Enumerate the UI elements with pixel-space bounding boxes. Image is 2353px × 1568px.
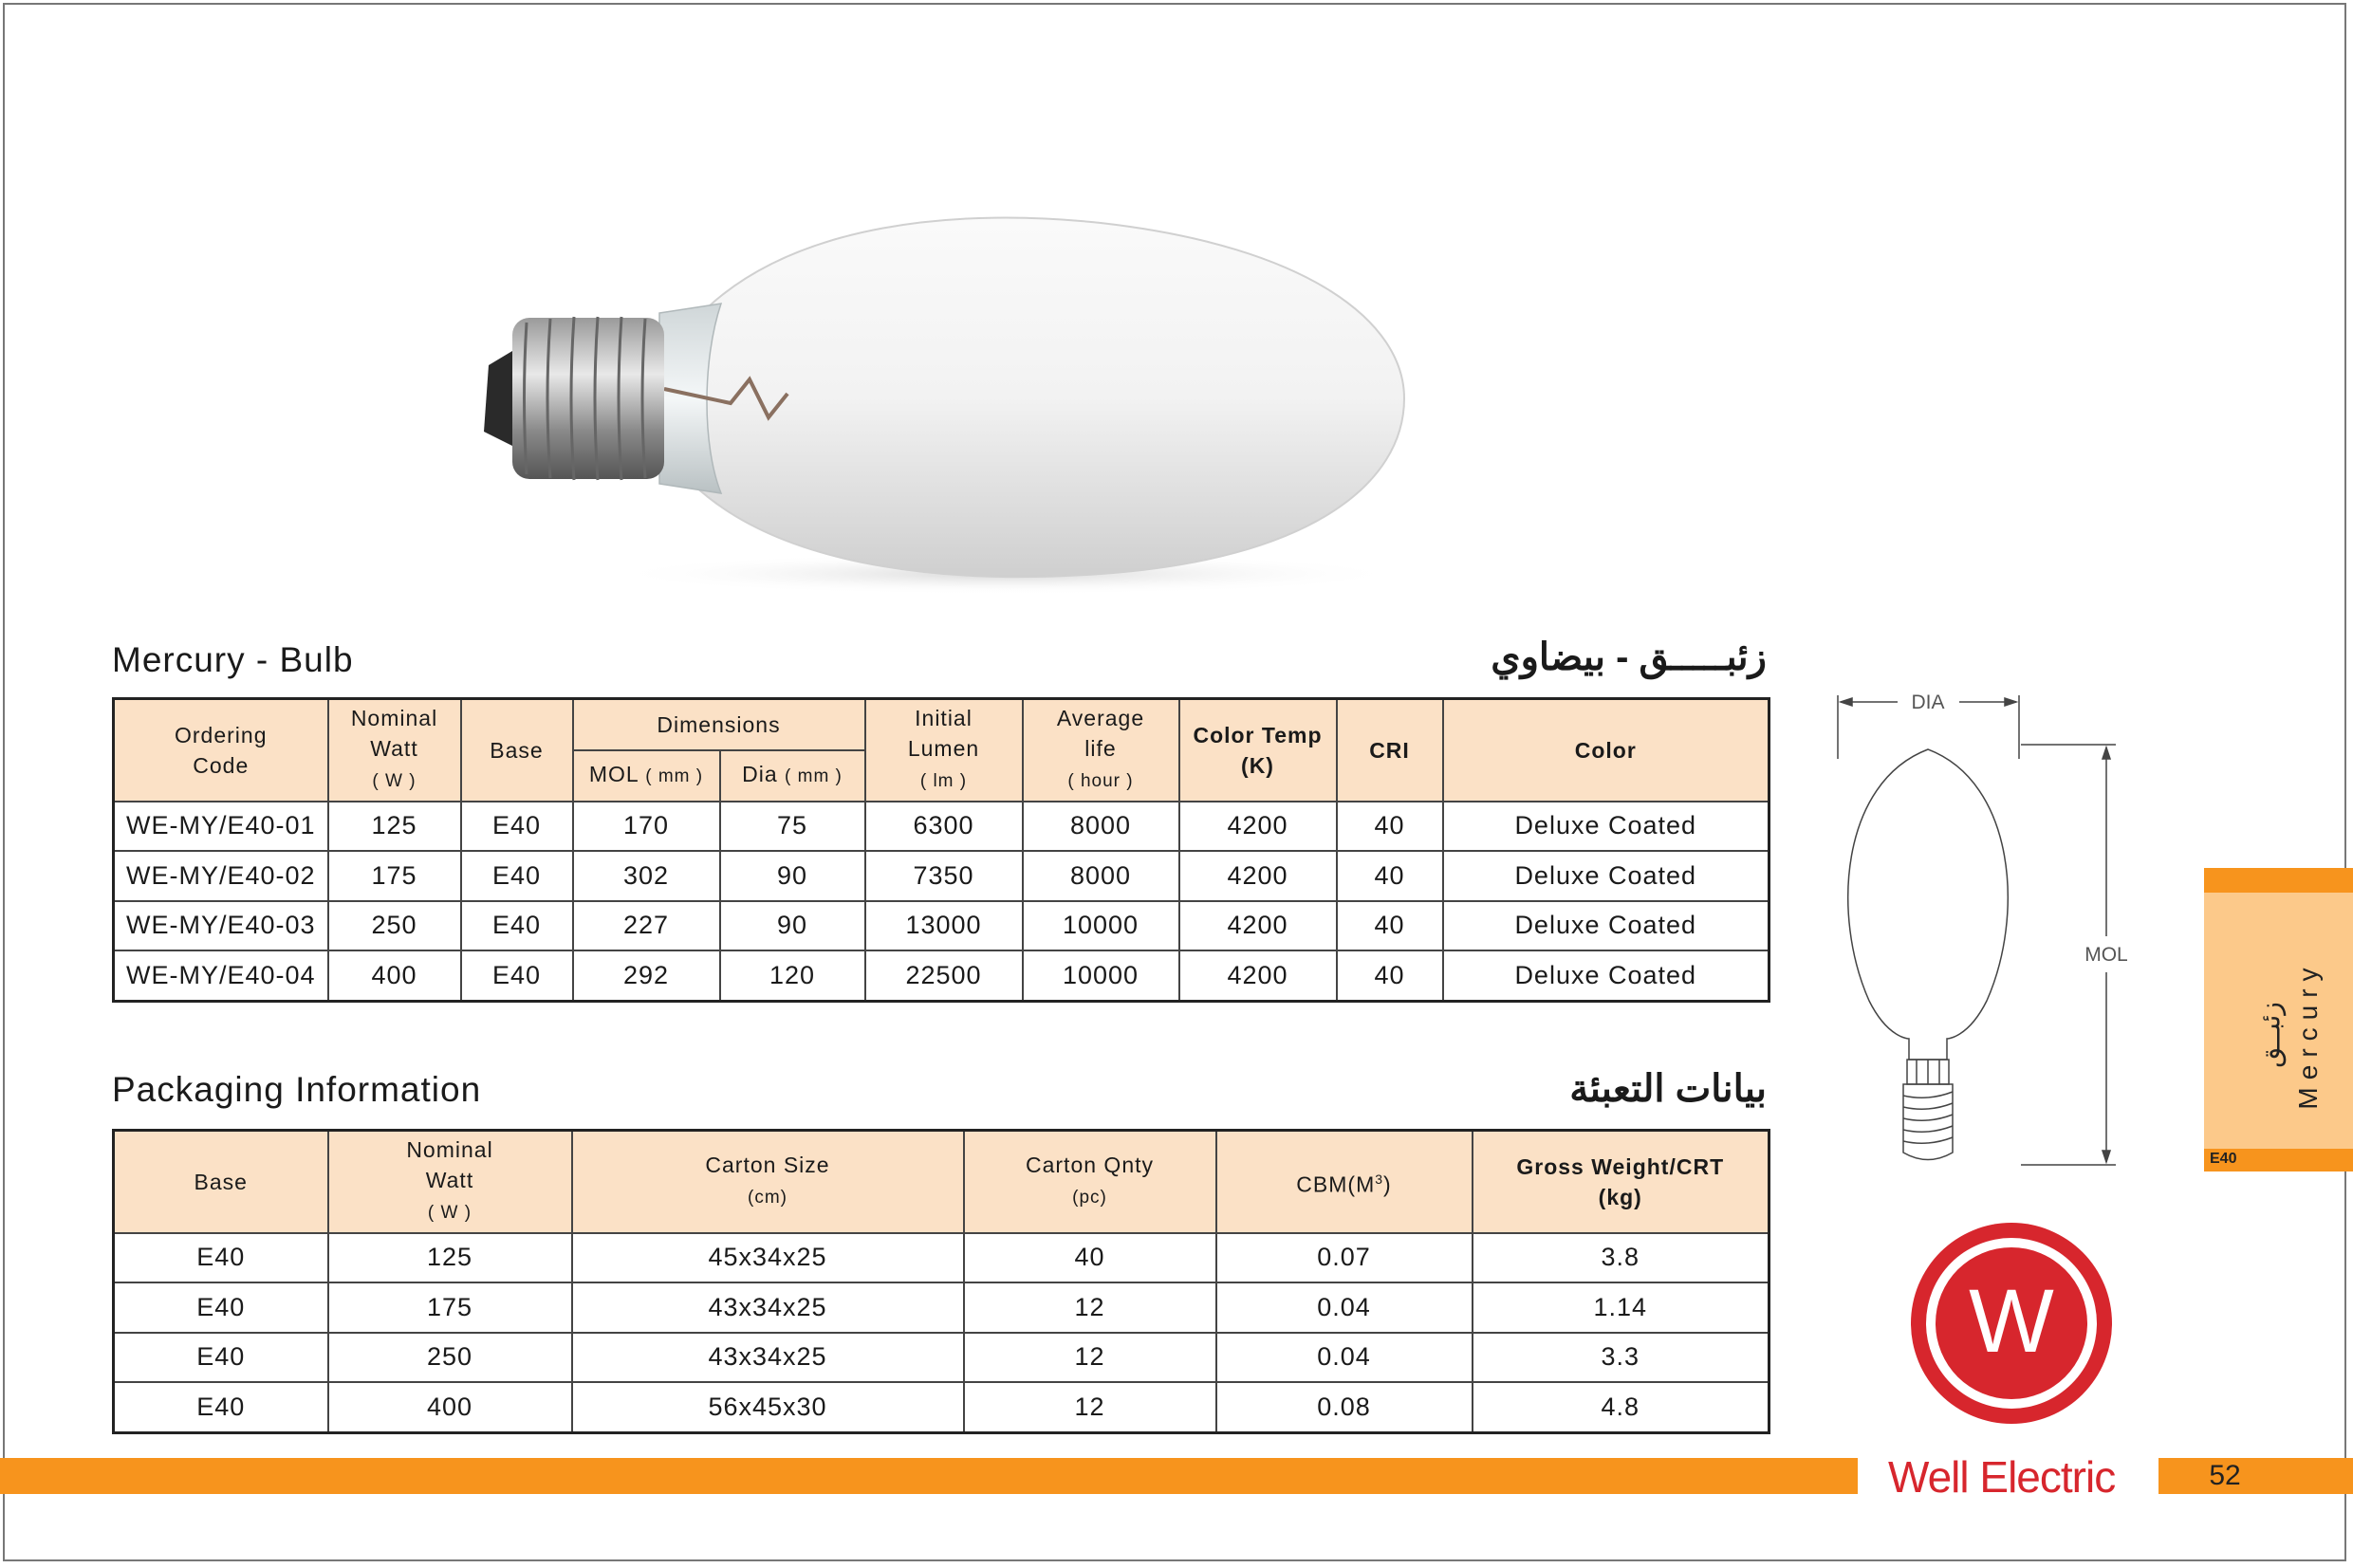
cell-mol: 292 xyxy=(573,950,720,1001)
bulb-dimension-diagram xyxy=(1803,678,2135,1171)
mercury-bulb-photo xyxy=(474,199,1423,598)
cell-lumen: 7350 xyxy=(865,851,1023,901)
header-carton-qnty-label: Carton Qnty xyxy=(1026,1153,1154,1178)
cell-weight: 3.8 xyxy=(1473,1233,1769,1283)
cell-base: E40 xyxy=(114,1382,328,1432)
side-tab-code: E40 xyxy=(2210,1151,2237,1167)
side-tab-label-ar: زئبــق xyxy=(2255,1002,2286,1068)
cell-code: WE-MY/E40-04 xyxy=(114,950,328,1001)
cell-cri: 40 xyxy=(1337,950,1443,1001)
header-cbm-close: ) xyxy=(1383,1171,1392,1197)
cell-life: 8000 xyxy=(1023,802,1179,852)
cell-cbm: 0.07 xyxy=(1216,1233,1473,1283)
cell-life: 10000 xyxy=(1023,950,1179,1001)
cell-watt: 250 xyxy=(328,1333,572,1383)
table-row xyxy=(114,1333,1769,1383)
cell-color: Deluxe Coated xyxy=(1443,851,1769,901)
header-cbm-sup: 3 xyxy=(1375,1171,1384,1187)
header-pack-nominal-watt xyxy=(328,1131,572,1233)
header-carton-qnty xyxy=(964,1131,1216,1233)
cell-color: Deluxe Coated xyxy=(1443,802,1769,852)
cell-lumen: 13000 xyxy=(865,901,1023,951)
cell-size: 45x34x25 xyxy=(572,1233,964,1283)
header-color-temp xyxy=(1179,699,1337,802)
header-color-temp-unit: (K) xyxy=(1241,752,1274,778)
cell-watt: 175 xyxy=(328,851,461,901)
side-tab-body xyxy=(2204,893,2353,1149)
page-number: 52 xyxy=(2209,1460,2241,1491)
cell-watt: 175 xyxy=(328,1282,572,1333)
cell-cri: 40 xyxy=(1337,851,1443,901)
header-cbm xyxy=(1216,1131,1473,1233)
header-carton-size-label: Carton Size xyxy=(705,1153,830,1178)
header-mol xyxy=(573,750,720,802)
cell-watt: 400 xyxy=(328,950,461,1001)
footer-bar-left xyxy=(0,1458,1858,1494)
header-pack-base: Base xyxy=(114,1131,328,1233)
header-mol-unit: ( mm ) xyxy=(645,766,704,786)
header-dia-label: Dia xyxy=(742,762,778,786)
side-category-tab xyxy=(2204,868,2353,1181)
header-dia xyxy=(720,750,865,802)
cell-temp: 4200 xyxy=(1179,851,1337,901)
cell-lumen: 22500 xyxy=(865,950,1023,1001)
cell-size: 56x45x30 xyxy=(572,1382,964,1432)
header-cri: CRI xyxy=(1337,699,1443,802)
header-color-temp-label: Color Temp xyxy=(1193,722,1323,747)
cell-size: 43x34x25 xyxy=(572,1333,964,1383)
dia-label: DIA xyxy=(1911,692,1945,713)
logo-letter: W xyxy=(1969,1271,2054,1372)
cell-base: E40 xyxy=(461,851,573,901)
mol-label: MOL xyxy=(2084,944,2128,966)
header-average-life-label: Average life xyxy=(1056,706,1145,762)
header-initial-lumen xyxy=(865,699,1023,802)
cell-base: E40 xyxy=(461,901,573,951)
cell-temp: 4200 xyxy=(1179,950,1337,1001)
header-mol-label: MOL xyxy=(588,762,639,786)
cell-cbm: 0.04 xyxy=(1216,1333,1473,1383)
cell-qnty: 12 xyxy=(964,1333,1216,1383)
header-carton-size-unit: (cm) xyxy=(748,1188,787,1208)
well-electric-logo-icon xyxy=(1907,1219,2116,1428)
header-nominal-watt xyxy=(328,699,461,802)
cell-lumen: 6300 xyxy=(865,802,1023,852)
cell-mol: 302 xyxy=(573,851,720,901)
cell-qnty: 40 xyxy=(964,1233,1216,1283)
header-pack-nominal-watt-label: Nominal Watt xyxy=(406,1137,493,1193)
header-gross-weight xyxy=(1473,1131,1769,1233)
cell-base: E40 xyxy=(114,1333,328,1383)
cell-dia: 75 xyxy=(720,802,865,852)
table-row xyxy=(114,1282,1769,1333)
cell-base: E40 xyxy=(114,1233,328,1283)
cell-color: Deluxe Coated xyxy=(1443,901,1769,951)
header-carton-size xyxy=(572,1131,964,1233)
header-average-life-unit: ( hour ) xyxy=(1067,771,1134,792)
brand-name: Well Electric xyxy=(1888,1452,2116,1502)
cell-temp: 4200 xyxy=(1179,901,1337,951)
header-gross-weight-unit: (kg) xyxy=(1598,1184,1642,1209)
cell-watt: 400 xyxy=(328,1382,572,1432)
header-dimensions: Dimensions xyxy=(573,699,865,750)
cell-mol: 170 xyxy=(573,802,720,852)
cell-watt: 125 xyxy=(328,802,461,852)
header-pack-nominal-watt-unit: ( W ) xyxy=(427,1203,472,1224)
table-row xyxy=(114,1233,1769,1283)
mercury-bulb-title-ar: زئبـــــق - بيضاوي xyxy=(1491,636,1767,678)
cell-cbm: 0.08 xyxy=(1216,1382,1473,1432)
cell-dia: 90 xyxy=(720,901,865,951)
header-cbm-label: CBM(M xyxy=(1296,1171,1376,1197)
mercury-bulb-title: Mercury - Bulb xyxy=(112,640,354,679)
side-tab-top-band xyxy=(2204,868,2353,893)
packaging-info-title-ar: بيانات التعبئة xyxy=(1569,1068,1767,1110)
header-average-life xyxy=(1023,699,1179,802)
table-row xyxy=(114,950,1769,1001)
cell-qnty: 12 xyxy=(964,1282,1216,1333)
cell-base: E40 xyxy=(461,950,573,1001)
header-ordering-code: Ordering Code xyxy=(114,699,328,802)
cell-cri: 40 xyxy=(1337,802,1443,852)
header-base: Base xyxy=(461,699,573,802)
cell-weight: 4.8 xyxy=(1473,1382,1769,1432)
packaging-info-title: Packaging Information xyxy=(112,1070,482,1109)
cell-dia: 90 xyxy=(720,851,865,901)
table-row xyxy=(114,802,1769,852)
header-dia-unit: ( mm ) xyxy=(785,766,843,786)
cell-cbm: 0.04 xyxy=(1216,1282,1473,1333)
cell-temp: 4200 xyxy=(1179,802,1337,852)
packaging-table xyxy=(112,1129,1770,1434)
table-row xyxy=(114,1382,1769,1432)
cell-life: 10000 xyxy=(1023,901,1179,951)
header-initial-lumen-unit: ( lm ) xyxy=(919,771,968,792)
table-row xyxy=(114,901,1769,951)
table-row xyxy=(114,851,1769,901)
header-color: Color xyxy=(1443,699,1769,802)
cell-code: WE-MY/E40-02 xyxy=(114,851,328,901)
cell-size: 43x34x25 xyxy=(572,1282,964,1333)
cell-weight: 1.14 xyxy=(1473,1282,1769,1333)
cell-base: E40 xyxy=(461,802,573,852)
cell-code: WE-MY/E40-03 xyxy=(114,901,328,951)
header-nominal-watt-unit: ( W ) xyxy=(372,771,417,792)
cell-watt: 250 xyxy=(328,901,461,951)
cell-mol: 227 xyxy=(573,901,720,951)
cell-cri: 40 xyxy=(1337,901,1443,951)
header-nominal-watt-label: Nominal Watt xyxy=(350,706,438,762)
side-tab-label: Mercury xyxy=(2293,960,2323,1110)
cell-weight: 3.3 xyxy=(1473,1333,1769,1383)
cell-base: E40 xyxy=(114,1282,328,1333)
cell-life: 8000 xyxy=(1023,851,1179,901)
cell-code: WE-MY/E40-01 xyxy=(114,802,328,852)
cell-watt: 125 xyxy=(328,1233,572,1283)
spec-table xyxy=(112,697,1770,1003)
cell-qnty: 12 xyxy=(964,1382,1216,1432)
header-initial-lumen-label: Initial Lumen xyxy=(907,706,980,762)
header-gross-weight-label: Gross Weight/CRT xyxy=(1516,1153,1725,1179)
cell-color: Deluxe Coated xyxy=(1443,950,1769,1001)
header-carton-qnty-unit: (pc) xyxy=(1072,1188,1107,1208)
cell-dia: 120 xyxy=(720,950,865,1001)
